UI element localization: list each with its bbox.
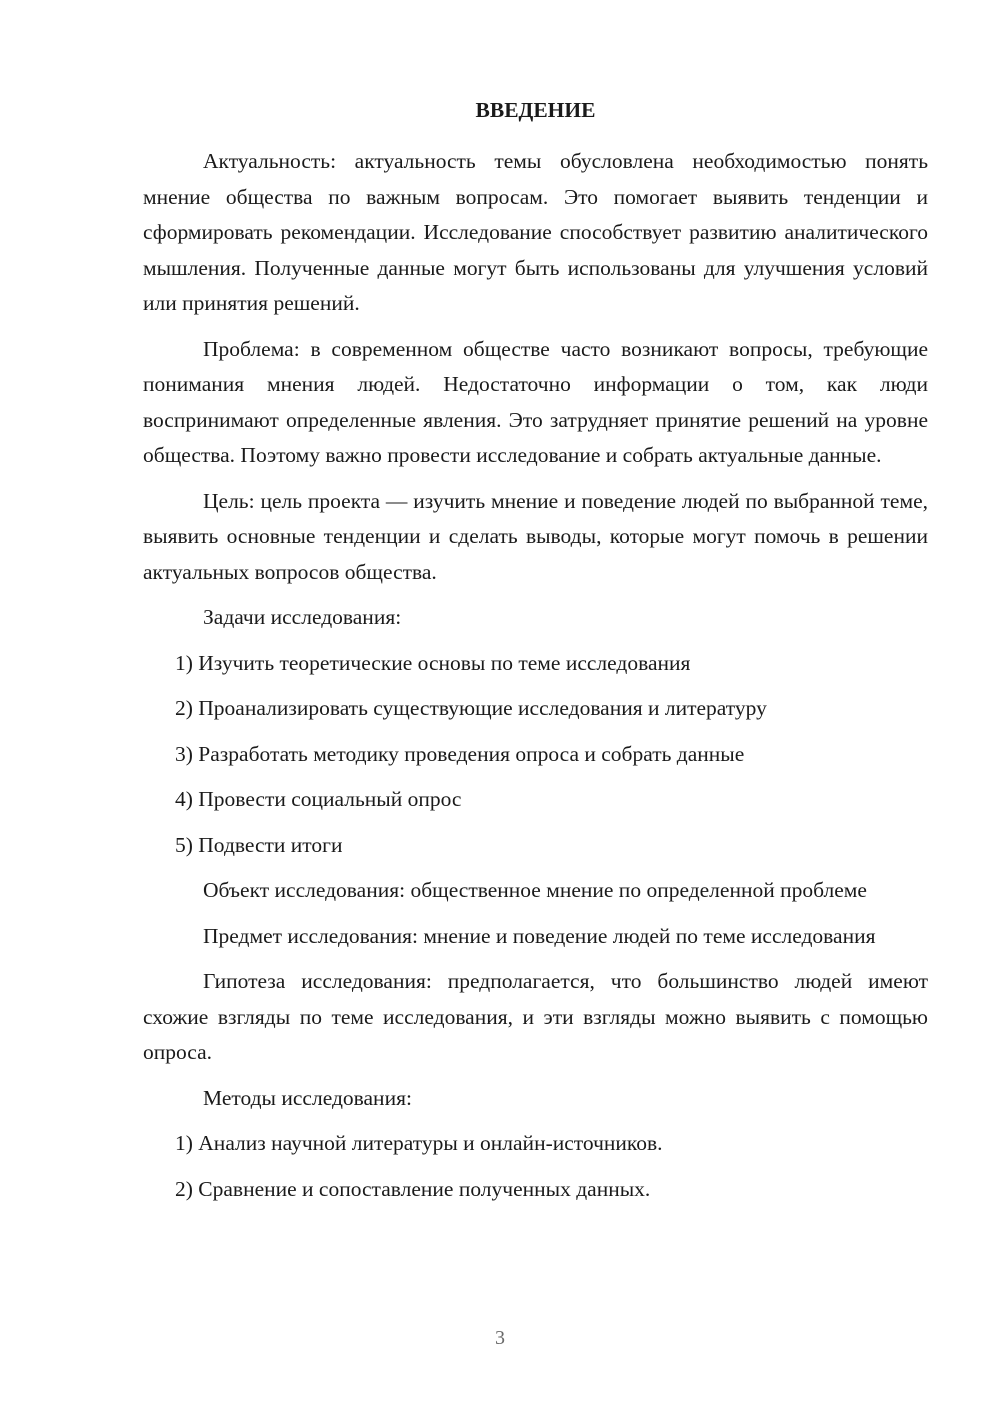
section-heading: ВВЕДЕНИЕ	[475, 98, 596, 122]
list-item: 5) Подвести итоги	[175, 832, 343, 857]
list-item: 2) Сравнение и сопоставление полученных данных.	[175, 1176, 651, 1201]
list-item: 3) Разработать методику проведения опроса и собрать данные	[175, 741, 745, 766]
problem-paragraph: Проблема: в современном обществе часто возникают вопросы, требующие понимания мнения людей. Недостаточно информации о том, как люди воспринимают определенные явления. Это затрудняет принятие решений на уровне общества. Поэтому важно провести исследование и собрать актуальные данные.	[143, 336, 928, 467]
list-item: 1) Анализ научной литературы и онлайн-источников.	[175, 1131, 663, 1155]
relevance-paragraph: Актуальность: актуальность темы обусловлена необходимостью понять мнение общества по важным вопросам. Это помогает выявить тенденции и сформировать рекомендации. Исследование способствует развитию аналитического мышления. Полученные данные могут быть использованы для улучшения условий или принятия решений.	[143, 149, 928, 315]
subject-paragraph: Предмет исследования: мнение и поведение людей по теме исследования	[203, 923, 876, 948]
list-item: 1) Изучить теоретические основы по теме исследования	[175, 650, 691, 675]
list-item: 4) Провести социальный опрос	[175, 787, 462, 811]
methods-label: Методы исследования:	[203, 1085, 412, 1110]
tasks-list	[143, 646, 928, 864]
goal-paragraph: Цель: цель проекта — изучить мнение и поведение людей по выбранной теме, выявить основные тенденции и сделать выводы, которые могут помочь в решении актуальных вопросов общества.	[143, 488, 928, 584]
page-number: 3	[495, 1327, 505, 1349]
hypothesis-paragraph: Гипотеза исследования: предполагается, что большинство людей имеют схожие взгляды по теме исследования, и эти взгляды можно выявить с помощью опроса.	[143, 969, 928, 1064]
document-page	[143, 93, 928, 1217]
methods-list	[143, 1126, 928, 1207]
object-paragraph: Объект исследования: общественное мнение по определенной проблеме	[203, 878, 867, 902]
tasks-label: Задачи исследования:	[203, 605, 402, 629]
list-item: 2) Проанализировать существующие исследования и литературу	[175, 696, 767, 720]
